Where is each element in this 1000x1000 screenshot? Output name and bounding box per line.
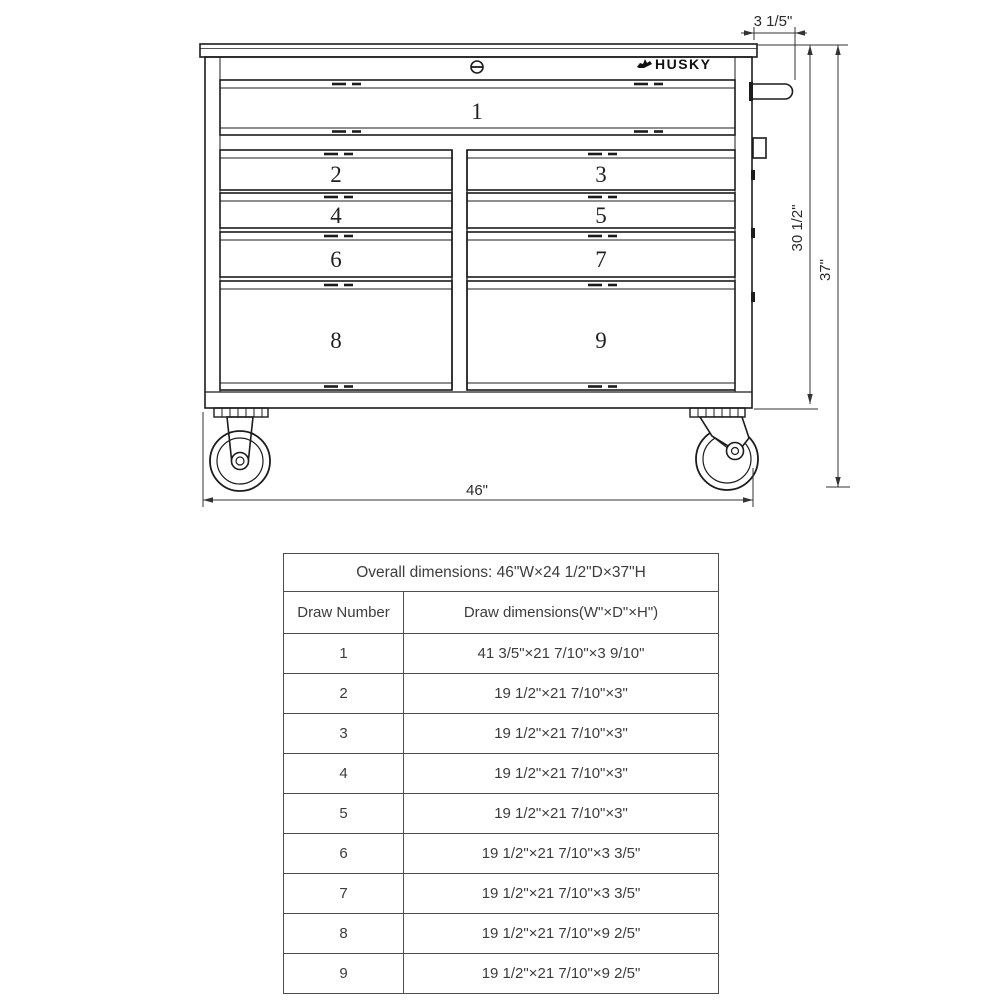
drawer-2-label: 2 — [330, 162, 342, 187]
table-row — [284, 834, 719, 874]
draw-number-cell: 9 — [284, 954, 404, 994]
draw-dimensions-cell: 41 3/5"×21 7/10"×3 9/10" — [404, 634, 719, 674]
drawer-pull-marks — [332, 84, 663, 132]
overall-height-label: 37" — [817, 258, 834, 282]
table-row — [284, 954, 719, 994]
draw-dimensions-cell: 19 1/2"×21 7/10"×9 2/5" — [404, 914, 719, 954]
drawer-7-label: 7 — [595, 247, 607, 272]
column-header-draw-number: Draw Number — [284, 592, 404, 634]
table-row — [284, 794, 719, 834]
draw-number-cell: 3 — [284, 714, 404, 754]
draw-dimensions-cell: 19 1/2"×21 7/10"×3 3/5" — [404, 834, 719, 874]
drawer-dimensions-table — [283, 553, 719, 994]
draw-number-cell: 5 — [284, 794, 404, 834]
draw-number-cell: 4 — [284, 754, 404, 794]
draw-dimensions-cell: 19 1/2"×21 7/10"×3 3/5" — [404, 874, 719, 914]
draw-number-cell: 7 — [284, 874, 404, 914]
overall-dimensions-title: Overall dimensions: 46"W×24 1/2"D×37"H — [284, 554, 719, 592]
overall-width-label: 46" — [465, 482, 489, 499]
drawer-1-label: 1 — [471, 99, 483, 124]
draw-number-cell: 2 — [284, 674, 404, 714]
keyed-lock-icon — [471, 61, 483, 73]
table-row — [284, 914, 719, 954]
table-row — [284, 634, 719, 674]
draw-number-cell: 8 — [284, 914, 404, 954]
draw-dimensions-cell: 19 1/2"×21 7/10"×3" — [404, 754, 719, 794]
drawer-9-label: 9 — [595, 328, 607, 353]
table-row — [284, 714, 719, 754]
body-height-label: 30 1/2" — [789, 204, 806, 252]
draw-dimensions-cell: 19 1/2"×21 7/10"×3" — [404, 674, 719, 714]
draw-dimensions-cell: 19 1/2"×21 7/10"×9 2/5" — [404, 954, 719, 994]
right-caster — [690, 408, 758, 490]
draw-dimensions-cell: 19 1/2"×21 7/10"×3" — [404, 714, 719, 754]
drawer-3-label: 3 — [595, 162, 607, 187]
draw-number-cell: 1 — [284, 634, 404, 674]
draw-number-cell: 6 — [284, 834, 404, 874]
dimension-handle-depth — [741, 27, 807, 80]
table-row — [284, 674, 719, 714]
husky-dog-icon — [637, 59, 652, 68]
side-handle — [749, 82, 793, 101]
drawer-8-label: 8 — [330, 328, 342, 353]
table-title-row — [284, 554, 719, 592]
left-caster — [210, 408, 270, 491]
table-header-row — [284, 592, 719, 634]
brand-text: HUSKY — [655, 56, 712, 72]
husky-logo — [637, 56, 712, 72]
table-row — [284, 754, 719, 794]
draw-dimensions-cell: 19 1/2"×21 7/10"×3" — [404, 794, 719, 834]
handle-depth-label: 3 1/5" — [753, 13, 793, 30]
table-row — [284, 874, 719, 914]
drawer-4-label: 4 — [330, 203, 342, 228]
side-bracket — [751, 138, 766, 302]
drawer-5-label: 5 — [595, 203, 607, 228]
column-header-draw-dimensions: Draw dimensions(W"×D"×H") — [404, 592, 719, 634]
drawer-6-label: 6 — [330, 247, 342, 272]
